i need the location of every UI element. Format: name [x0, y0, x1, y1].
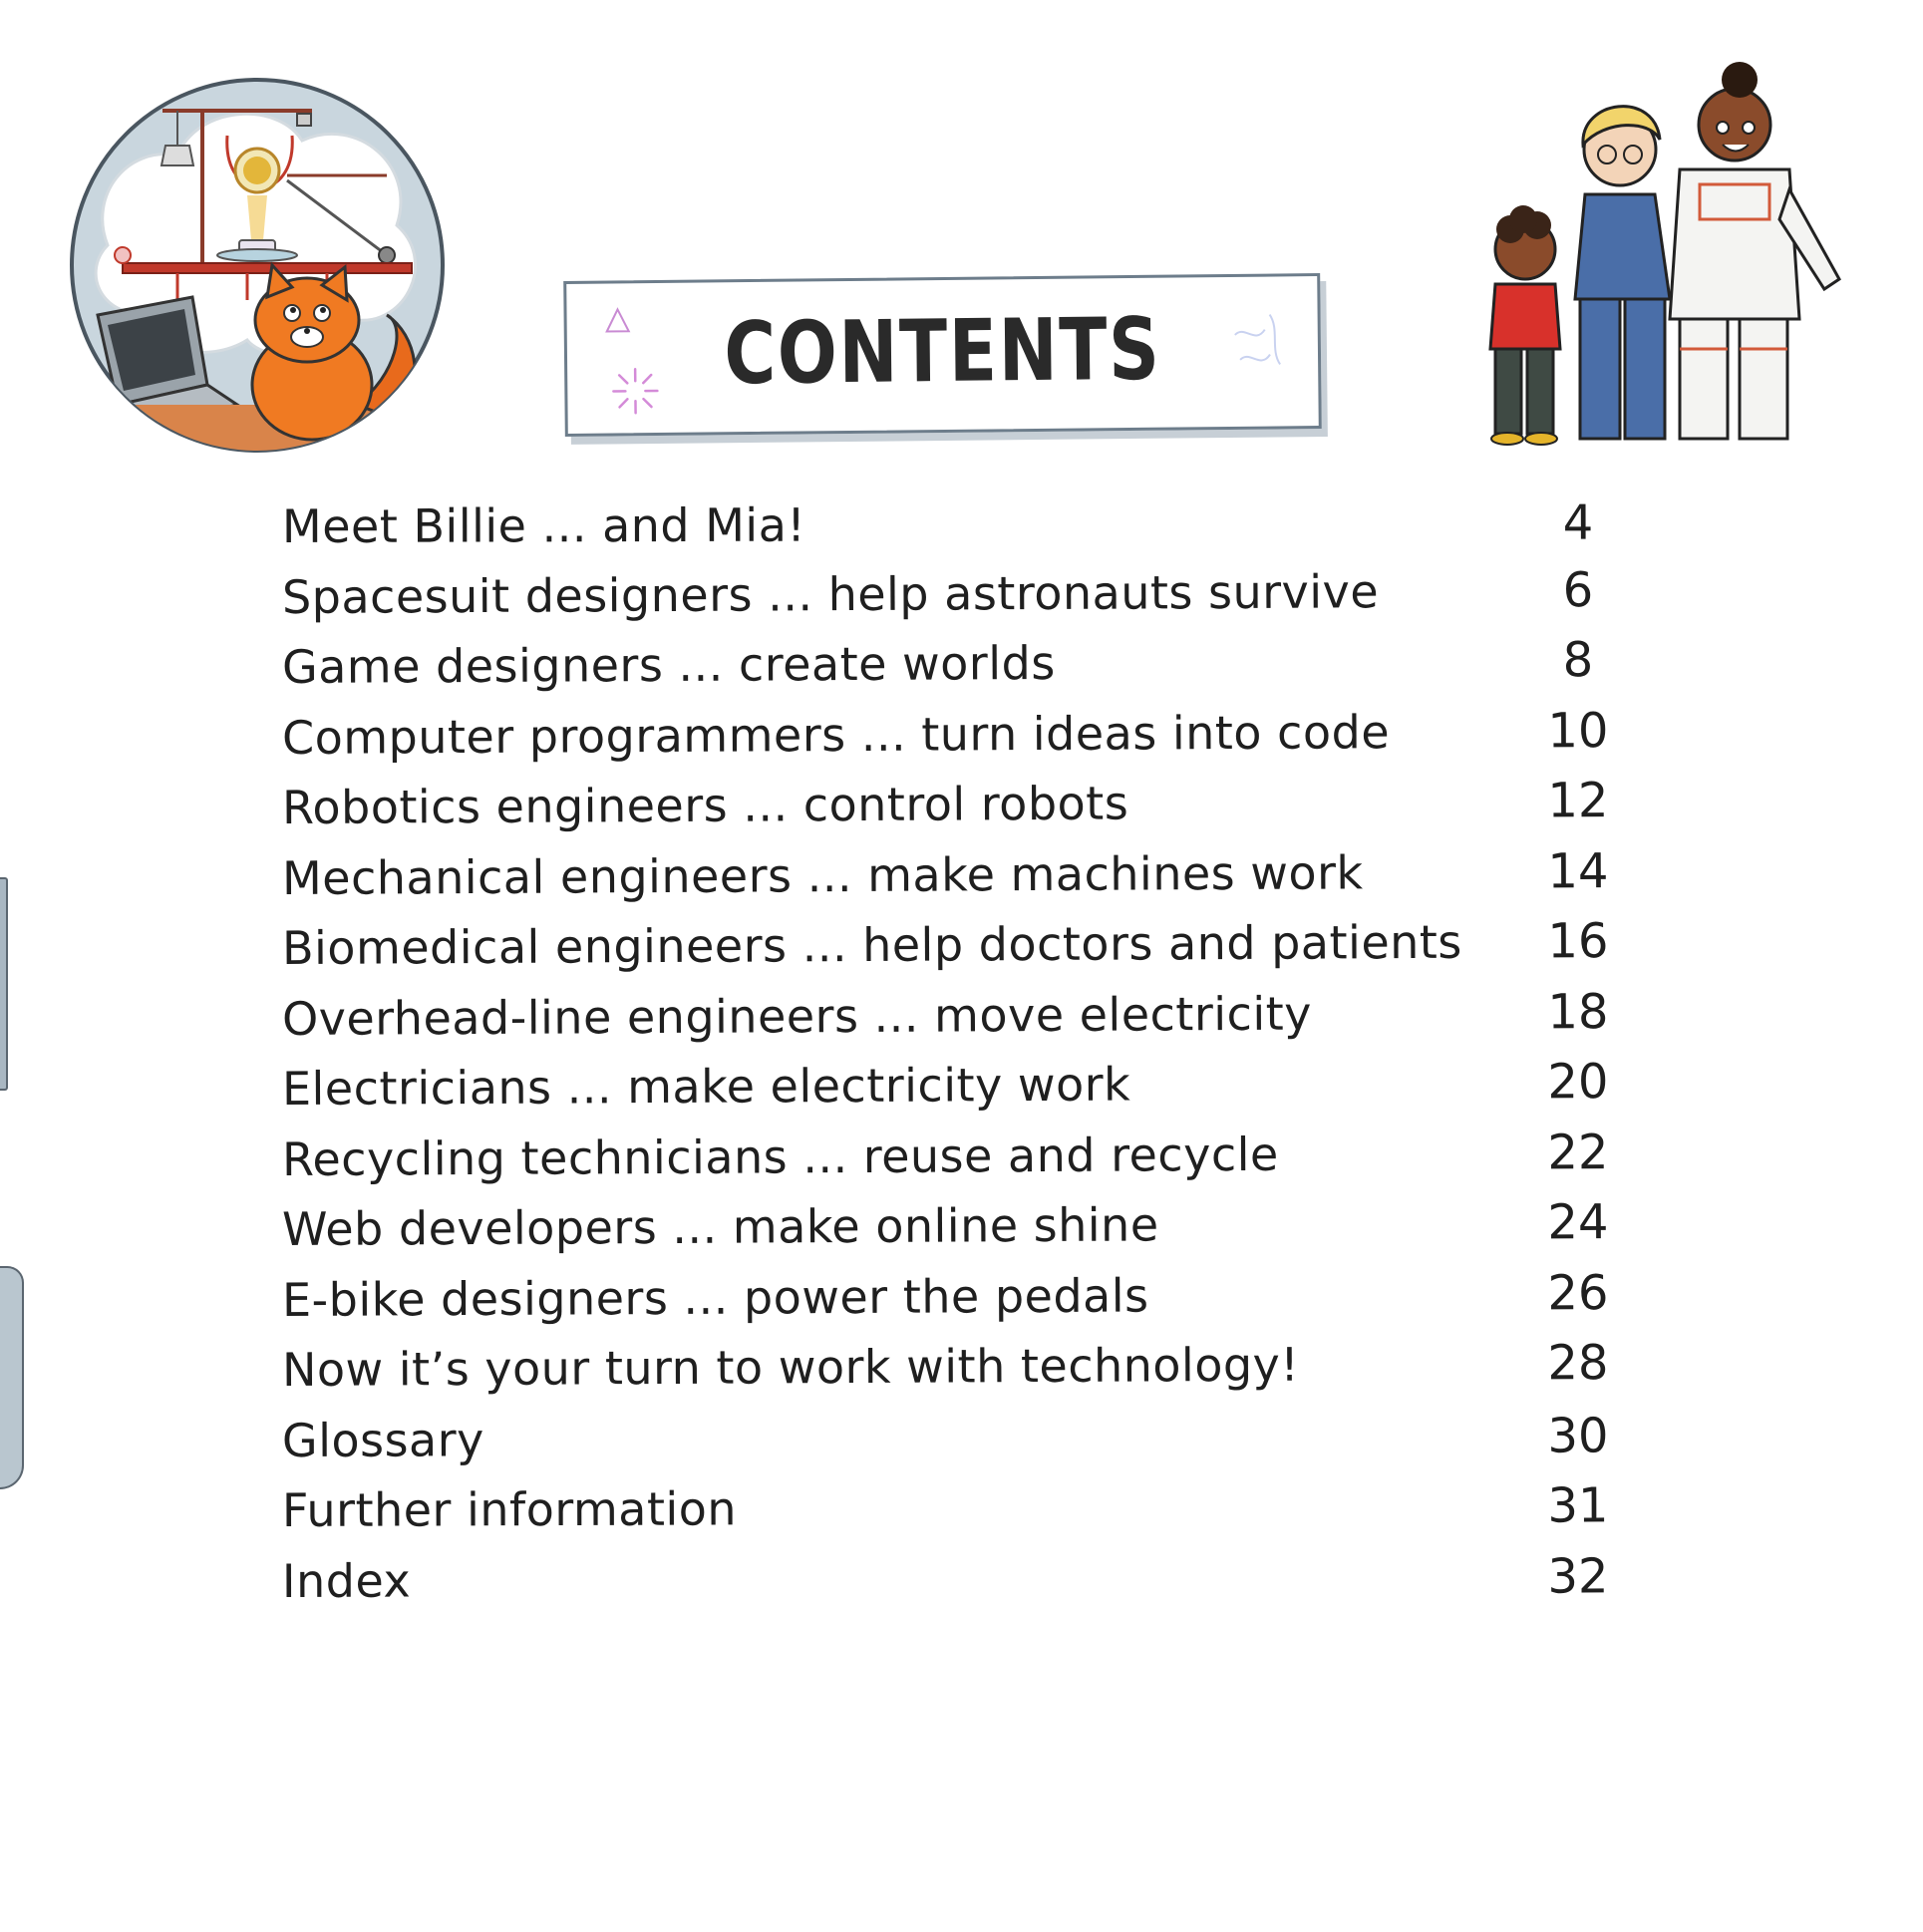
toc-entry-page: 31 — [1547, 1477, 1609, 1534]
toc-entry-title: Game designers ... create worlds — [281, 635, 1056, 694]
toc-entry-title: Biomedical engineers ... help doctors and patients — [281, 914, 1462, 975]
toc-entry-page: 20 — [1547, 1054, 1609, 1111]
toc-entry-title: Mechanical engineers ... make machines work — [281, 844, 1364, 905]
engineers-group-icon — [1455, 50, 1854, 449]
toc-entry[interactable] — [282, 976, 1638, 1054]
toc-entry-title: Computer programmers ... turn ideas into code — [281, 704, 1391, 765]
toc-entry-page: 26 — [1547, 1264, 1609, 1321]
toc-entry-title: Spacesuit designers ... help astronauts survive — [281, 563, 1380, 624]
toc-entry-title: Robotics engineers ... control robots — [281, 776, 1129, 834]
toc-entry-title: Further information — [281, 1481, 738, 1537]
toc-entry[interactable] — [282, 1541, 1638, 1616]
toc-entry-page: 6 — [1562, 561, 1594, 618]
page-title: CONTENTS — [723, 299, 1161, 405]
toc-entry-title: Electricians ... make electricity work — [281, 1057, 1131, 1116]
adjacent-illustration-edge — [0, 1266, 24, 1489]
toc-entry-page: 10 — [1547, 702, 1609, 759]
toc-entry-title: Now it’s your turn to work with technology! — [281, 1337, 1300, 1397]
toc-entry[interactable] — [282, 487, 1638, 561]
toc-entry[interactable] — [282, 766, 1638, 843]
table-of-contents — [282, 491, 1638, 1616]
toc-entry[interactable] — [282, 1257, 1638, 1335]
toc-entry[interactable] — [282, 1187, 1638, 1265]
toc-entry-page: 30 — [1547, 1407, 1609, 1464]
toc-entry[interactable] — [282, 695, 1638, 773]
toc-entry-title: Recycling technicians ... reuse and recycle — [281, 1127, 1279, 1186]
toc-entry[interactable] — [282, 1328, 1638, 1406]
toc-entry[interactable] — [282, 1047, 1638, 1125]
toc-entry[interactable] — [282, 835, 1638, 913]
toc-entry[interactable] — [282, 1117, 1638, 1194]
toc-entry[interactable] — [282, 1401, 1638, 1475]
toc-entry-page: 12 — [1547, 773, 1609, 829]
toc-entry[interactable] — [282, 1470, 1638, 1545]
toc-entry-title: Overhead-line engineers ... move electricity — [281, 986, 1313, 1046]
toc-entry-title: Glossary — [281, 1412, 484, 1467]
toc-entry-page: 4 — [1562, 494, 1594, 551]
toc-entry-page: 32 — [1547, 1547, 1609, 1605]
toc-entry-page: 28 — [1547, 1335, 1609, 1392]
toc-entry-page: 18 — [1547, 983, 1609, 1040]
toc-entry-title: Meet Billie ... and Mia! — [281, 497, 806, 553]
toc-entry-title: Web developers ... make online shine — [281, 1197, 1159, 1256]
toc-entry-title: Index — [281, 1553, 412, 1608]
triangle-doodle-icon — [602, 305, 632, 335]
toc-entry[interactable] — [282, 906, 1638, 984]
toc-entry-title: E-bike designers ... power the pedals — [281, 1267, 1149, 1327]
machine-dream-fox-icon — [68, 76, 447, 455]
toc-entry-page: 24 — [1547, 1194, 1609, 1251]
toc-entry-page: 16 — [1547, 913, 1609, 970]
toc-entry[interactable] — [282, 625, 1638, 703]
toc-entry-page: 14 — [1547, 842, 1609, 899]
adjacent-illustration-edge — [0, 877, 8, 1091]
toc-entry-page: 8 — [1562, 632, 1594, 689]
toc-entry[interactable] — [282, 554, 1638, 632]
toc-entry-page: 22 — [1547, 1124, 1609, 1180]
contents-title-banner — [563, 273, 1322, 437]
